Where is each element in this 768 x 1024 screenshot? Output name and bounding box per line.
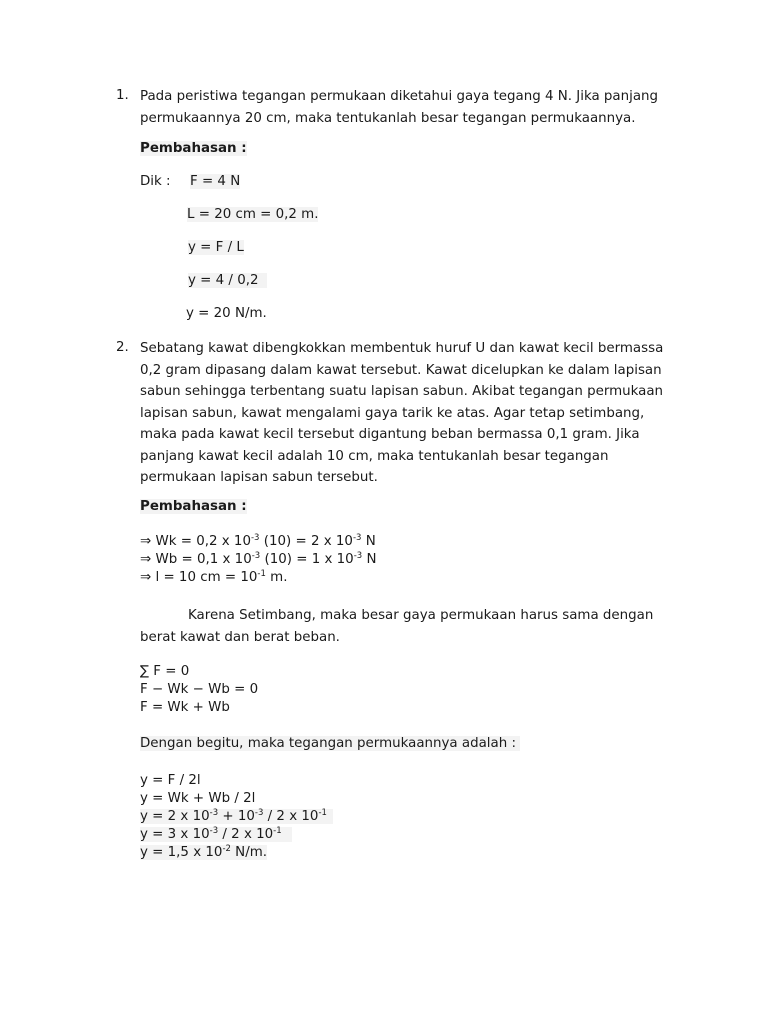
final-line-5: y = 1,5 x $10^{-2}$ N/m.	[140, 844, 268, 860]
given-l-line: ⇒ l = 10 cm = $10^{-1}$ m.	[140, 569, 288, 585]
problem-1-number: 1.	[116, 88, 129, 103]
problem-1-question: Pada peristiwa tegangan permukaan diketahui gaya tegang 4 N. Jika panjang permukaannya 20 cm, maka tentukanlah besar tegangan permukaannya.	[140, 89, 659, 126]
problem-1-line-4: y = 4 / 0,2	[188, 273, 267, 288]
problem-1-heading: Pembahasan :	[140, 141, 247, 156]
final-line-1: y = F / 2l	[140, 773, 201, 788]
final-line-4: y = 3 x $10^{-3} / 2$ x $10^{-1}$	[140, 827, 292, 842]
sum-line-2: F − Wk − Wb = 0	[140, 682, 259, 697]
problem-2-heading: Pembahasan :	[140, 499, 247, 514]
final-line-3: y = 2 x $10^{-3} + 10^{-3} / 2$ x $10^{-1}$	[140, 809, 333, 824]
problem-2-question: Sebatang kawat dibengkokkan membentuk huruf U dan kawat kecil bermassa 0,2 gram dipasang dalam kawat tersebut. Kawat dicelupkan ke dalam lapisan sabun sehingga terbentang suatu lapisan sabun. Akibat tegangan permukaan lapisan sabun, kawat mengalami gaya tarik ke atas. Agar tetap setimbang, maka pada kawat kecil tersebut digantung beban bermassa 0,1 gram. Jika panjang kawat kecil adalah 10 cm, maka tentukanlah besar tegangan permukaan lapisan sabun tersebut.	[140, 341, 664, 485]
problem-1-line-5: y = 20 N/m.	[186, 306, 267, 321]
problem-2-number: 2.	[116, 340, 129, 355]
given-wb-line: ⇒ Wb = 0,1 x $10^{-3}$ (10) = 1 x $10^{-3}$ N	[140, 551, 377, 567]
explanation-paragraph: Karena Setimbang, maka besar gaya permukaan harus sama dengan berat kawat dan berat beban.	[140, 608, 654, 645]
problem-1-line-3: y = F / L	[188, 240, 244, 255]
sum-line-3: F = Wk + Wb	[140, 700, 230, 715]
final-line-2: y = Wk + Wb / 2l	[140, 791, 256, 806]
problem-1-line-1: F = 4 N	[190, 174, 241, 189]
conclusion-line: Dengan begitu, maka tegangan permukaannya adalah :	[140, 736, 520, 751]
sum-line-1: ∑ F = 0	[140, 664, 190, 679]
problem-1-dik-label: Dik :	[140, 174, 171, 189]
problem-1-line-2: L = 20 cm = 0,2 m.	[187, 207, 319, 222]
given-wk-line: ⇒ Wk = 0,2 x $10^{-3}$ (10) = 2 x $10^{-3}$ N	[140, 533, 376, 549]
